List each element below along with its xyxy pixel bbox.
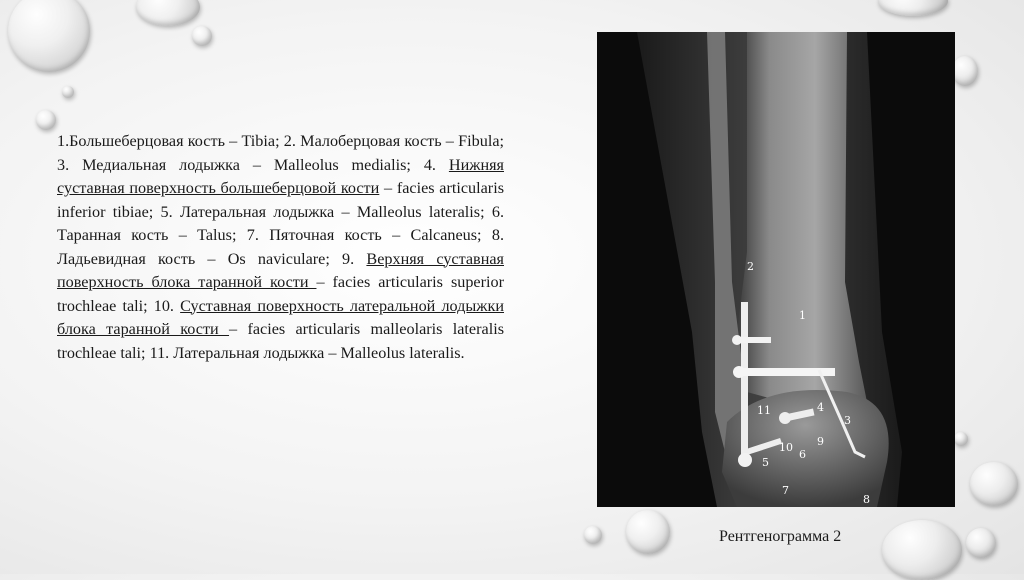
water-drop <box>136 0 200 26</box>
water-drop <box>966 528 996 558</box>
water-drop <box>882 520 962 580</box>
text-segment: – facies articularis inferior tibiae; 5. Латеральная лодыжка – Malleolus lateralis; 6. Таранная кость – Talus; 7. Пяточная кость – Calcaneus; 8. Ладьевидная кость – Os naviculare; 9. <box>57 179 504 268</box>
text-segment-underlined: Суставная поверхность латеральной лодыжки блока таранной кости <box>57 296 504 338</box>
text-segment-underlined: Нижняя суставная поверхность большеберцовой кости <box>57 155 504 197</box>
water-drop <box>192 26 212 46</box>
xray-label-2: 2 <box>747 260 754 273</box>
water-drop <box>952 56 978 86</box>
text-segment-underlined: Верхняя суставная поверхность блока таранной кости <box>57 249 504 291</box>
xray-label-3: 3 <box>844 414 851 427</box>
text-segment: – facies articularis superior trochleae tali; 10. <box>57 273 504 315</box>
water-drop <box>584 526 602 544</box>
image-caption: Рентгенограмма 2 <box>719 528 842 545</box>
xray-label-5: 5 <box>762 456 769 469</box>
water-drop <box>878 0 948 16</box>
xray-image <box>597 32 955 507</box>
text-segment: – facies articularis malleolaris lateralis trochleae tali; 11. Латеральная лодыжка – Malleolus lateralis. <box>57 320 504 362</box>
water-drop <box>62 86 74 98</box>
xray-label-9: 9 <box>817 435 824 448</box>
water-drop <box>954 432 968 446</box>
xray-label-11: 11 <box>757 404 771 417</box>
water-drop <box>626 510 670 554</box>
xray-label-8: 8 <box>863 493 870 506</box>
xray-label-7: 7 <box>782 484 789 497</box>
text-segment: 1.Большеберцовая кость – Tibia; 2. Малоберцовая кость – Fibula; 3. Медиальная лодыжка – Malleolus medialis; 4. <box>57 132 504 174</box>
water-drop <box>36 110 56 130</box>
xray-label-10: 10 <box>779 441 793 454</box>
description-text <box>57 130 504 365</box>
water-drop <box>8 0 90 72</box>
xray-label-1: 1 <box>799 309 806 322</box>
xray-label-6: 6 <box>799 448 806 461</box>
water-drop <box>970 462 1018 506</box>
xray-label-4: 4 <box>817 401 824 414</box>
